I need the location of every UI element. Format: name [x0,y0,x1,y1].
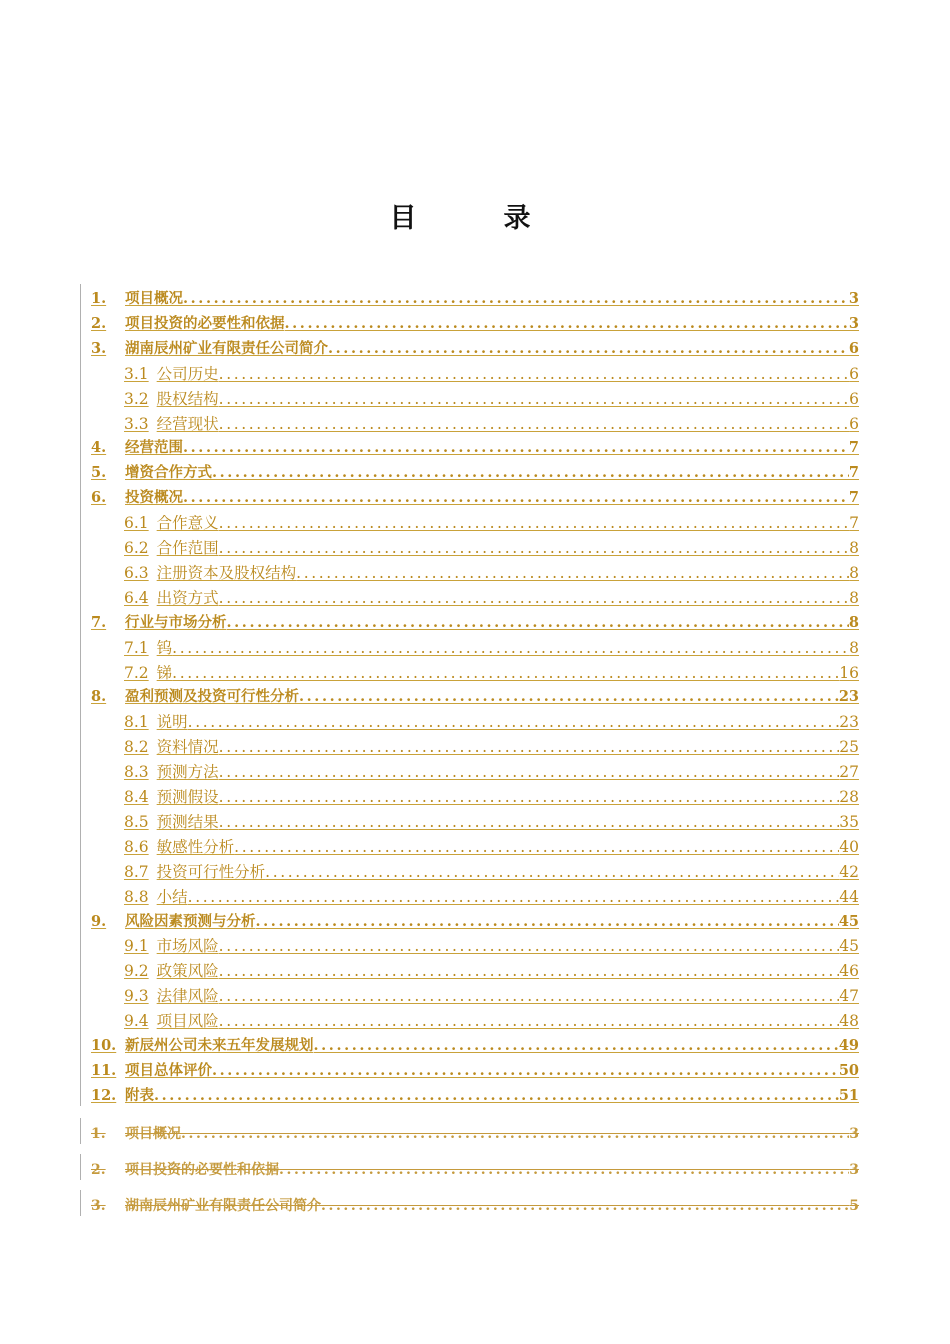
toc-entry-title: 风险因素预测与分析 [125,912,256,930]
toc-entry-page: 3 [848,314,859,332]
toc-entry-page: 7 [848,489,859,507]
toc-entry-number: 12. [91,1086,117,1104]
toc-entry[interactable] [124,760,859,782]
toc-entry-title: 经营现状 [156,414,219,433]
toc-entry-page: 6 [848,339,859,357]
dot-leader [172,638,849,658]
deleted-toc-entry[interactable] [91,1158,859,1180]
toc-entry-number: 9.4 [124,1012,149,1031]
toc-entry[interactable] [91,461,859,483]
dot-leader [219,737,840,757]
toc-entry-title: 注册资本及股权结构 [156,563,297,582]
toc-entry-title: 合作范围 [156,539,219,557]
dot-leader [181,1124,849,1144]
toc-entry[interactable] [91,685,859,707]
dot-leader [227,613,849,633]
toc-entry-page: 45 [838,912,859,930]
toc-entry-title: 项目概况 [125,290,183,307]
toc-entry-title: 湖南辰州矿业有限责任公司简介 [125,339,328,357]
toc-entry-number: 8.7 [124,862,149,881]
dot-leader [296,563,849,583]
toc-entry-title: 敏感性分析 [156,837,235,856]
toc-entry-title: 项目投资的必要性和依据 [125,1162,279,1178]
dot-leader [154,1086,839,1106]
dot-leader [219,961,840,981]
toc-entry[interactable] [91,486,859,508]
toc-entry-title: 预测方法 [156,763,219,782]
toc-entry-title: 经营范围 [125,439,183,457]
toc-entry-page: 45 [839,937,859,956]
toc-entry[interactable] [124,885,859,907]
toc-entry[interactable] [124,536,859,558]
dot-leader [219,762,840,782]
toc-entry-title: 政策风险 [156,962,219,981]
dot-leader [172,663,839,683]
dot-leader [321,1196,849,1216]
toc-entry-number: 8.5 [124,812,149,831]
toc-entry-number: 9.2 [124,962,149,981]
toc-entry-page: 47 [839,987,859,1006]
toc-entry-page: 5 [849,1198,859,1214]
toc-entry-number: 2. [91,314,107,332]
toc-entry-page: 6 [849,414,859,433]
toc-entry-page: 23 [839,713,859,732]
toc-entry-title: 行业与市场分析 [125,613,227,631]
toc-entry-page: 40 [839,837,859,856]
toc-entry-title: 预测假设 [156,788,219,806]
toc-entry-title: 湖南辰州矿业有限责任公司简介 [125,1198,321,1214]
toc-entry-number: 8.1 [124,713,149,732]
toc-entry-title: 盈利预测及投资可行性分析 [125,688,299,706]
toc-entry-number: 10. [91,1037,117,1054]
toc-entry-page: 8 [849,638,859,657]
toc-entry-title: 项目风险 [156,1012,219,1031]
toc-entry[interactable] [91,910,859,932]
revision-change-bar [80,1118,81,1144]
toc-entry-title: 新辰州公司未来五年发展规划 [125,1037,314,1054]
toc-entry-number: 8.8 [124,887,149,906]
toc-entry-number: 7. [91,613,107,631]
toc-entry[interactable] [124,934,859,956]
dot-leader [183,289,849,309]
toc-entry[interactable] [91,611,859,633]
toc-entry-page: 23 [838,688,859,706]
toc-entry-title: 预测结果 [156,812,219,831]
toc-entry-number: 1. [91,1126,106,1142]
toc-entry-number: 7.2 [124,663,149,682]
page-title: 目 录 [389,203,561,234]
dot-leader [219,986,840,1006]
toc-entry-page: 50 [838,1061,859,1079]
dot-leader [219,812,840,832]
toc-entry-number: 8. [91,688,107,706]
toc-entry[interactable] [91,287,859,309]
toc-entry[interactable] [124,412,859,434]
toc-entry-number: 6.2 [124,539,149,557]
dot-leader [299,687,839,707]
dot-leader [183,438,849,458]
toc-entry-title: 小结 [156,887,188,906]
toc-entry-title: 投资可行性分析 [156,862,266,881]
toc-entry[interactable] [124,387,859,409]
toc-entry-page: 46 [839,962,859,981]
toc-entry[interactable] [124,959,859,981]
toc-entry[interactable] [124,735,859,757]
toc-entry-title: 合作意义 [156,514,219,533]
dot-leader [328,339,849,359]
dot-leader [234,837,839,857]
toc-entry-page: 49 [838,1037,859,1054]
toc-entry-number: 3.3 [124,414,149,433]
dot-leader [212,463,849,483]
toc-entry-page: 44 [839,887,859,906]
toc-entry-page: 42 [839,862,859,881]
dot-leader [212,1061,839,1081]
toc-entry-number: 8.4 [124,788,149,806]
toc-entry[interactable] [124,636,859,658]
toc-entry-page: 8 [849,539,859,557]
deleted-toc-entry[interactable] [91,1122,859,1144]
toc-entry-page: 3 [848,290,859,307]
toc-entry[interactable] [124,661,859,683]
toc-entry-title: 项目投资的必要性和依据 [125,314,285,332]
toc-entry-title: 附表 [125,1086,154,1104]
toc-entry-page: 51 [838,1086,859,1104]
toc-entry[interactable] [91,312,859,334]
toc-entry-number: 3.2 [124,389,149,408]
dot-leader [219,414,849,434]
toc-entry-number: 8.6 [124,837,149,856]
dot-leader [219,588,849,608]
toc-entry-page: 35 [839,812,859,831]
toc-entry-page: 3 [849,1126,859,1142]
toc-entry-title: 投资概况 [125,489,183,507]
toc-entry[interactable] [124,362,859,384]
toc-entry-page: 8 [848,613,859,631]
toc-entry-number: 3.1 [124,364,149,383]
toc-entry-number: 7.1 [124,638,149,657]
toc-entry[interactable] [124,984,859,1006]
toc-entry-number: 6.3 [124,563,149,582]
toc-entry-number: 6. [91,489,107,507]
toc-entry-number: 4. [91,439,107,457]
toc-entry-title: 说明 [156,713,188,732]
toc-entry-title: 法律风险 [156,987,219,1006]
toc-entry-page: 25 [839,738,859,757]
toc-entry[interactable] [124,1009,859,1031]
toc-entry-page: 8 [849,563,859,582]
toc-entry-page: 28 [839,788,859,806]
dot-leader [219,389,849,409]
toc-entry[interactable] [124,710,859,732]
dot-leader [219,538,849,558]
toc-entry-title: 出资方式 [156,588,219,607]
toc-entry-number: 6.4 [124,588,149,607]
dot-leader [188,712,840,732]
toc-entry[interactable] [91,1034,859,1056]
toc-entry-page: 7 [848,464,859,482]
toc-entry-title: 资料情况 [156,738,219,757]
toc-entry[interactable] [124,835,859,857]
toc-entry-page: 27 [839,763,859,782]
toc-entry-number: 9.1 [124,937,149,956]
toc-entry[interactable] [124,511,859,533]
toc-entry-number: 2. [91,1162,106,1178]
toc-entry-title: 股权结构 [156,389,219,408]
revision-change-bar [80,1190,81,1216]
toc-entry[interactable] [91,436,859,458]
toc-entry[interactable] [124,860,859,882]
toc-entry-page: 7 [848,439,859,457]
toc-entry[interactable] [124,561,859,583]
toc-entry-title: 公司历史 [156,364,219,383]
toc-entry-page: 6 [849,389,859,408]
dot-leader [183,488,849,508]
toc-entry-title: 项目概况 [125,1126,181,1142]
dot-leader [219,364,849,384]
toc-entry-page: 6 [849,364,859,383]
dot-leader [219,787,840,807]
toc-entry-title: 锑 [156,663,173,682]
revision-change-bar [80,1154,81,1180]
dot-leader [279,1160,849,1180]
toc-entry-number: 5. [91,464,107,482]
revision-change-bar [80,284,81,1106]
toc-entry[interactable] [124,810,859,832]
toc-entry-number: 3. [91,1198,106,1214]
toc-entry-page: 16 [839,663,859,682]
toc-entry-title: 项目总体评价 [125,1061,212,1079]
toc-entry-number: 9.3 [124,987,149,1006]
toc-entry-page: 48 [839,1012,859,1031]
dot-leader [314,1036,839,1056]
toc-entry-number: 8.2 [124,738,149,757]
toc-entry-page: 7 [849,514,859,533]
toc-entry[interactable] [91,337,859,359]
toc-entry-title: 增资合作方式 [125,464,212,482]
toc-entry-number: 8.3 [124,763,149,782]
toc-entry-page: 3 [849,1162,859,1178]
toc-entry[interactable] [124,785,859,807]
dot-leader [219,1011,840,1031]
toc-entry-title: 钨 [156,638,173,657]
toc-entry-number: 1. [91,290,107,307]
dot-leader [265,862,839,882]
toc-entry-number: 9. [91,912,107,930]
toc-entry-number: 11. [91,1061,117,1079]
toc-entry[interactable] [91,1059,859,1081]
dot-leader [256,912,839,932]
deleted-toc-entry[interactable] [91,1194,859,1216]
dot-leader [285,314,849,334]
toc-entry[interactable] [91,1084,859,1106]
toc-entry-number: 3. [91,339,107,357]
dot-leader [219,936,840,956]
dot-leader [188,887,840,907]
toc-entry-number: 6.1 [124,514,149,533]
toc-entry-title: 市场风险 [156,937,219,956]
dot-leader [219,513,849,533]
toc-entry-page: 8 [849,588,859,607]
toc-entry[interactable] [124,586,859,608]
